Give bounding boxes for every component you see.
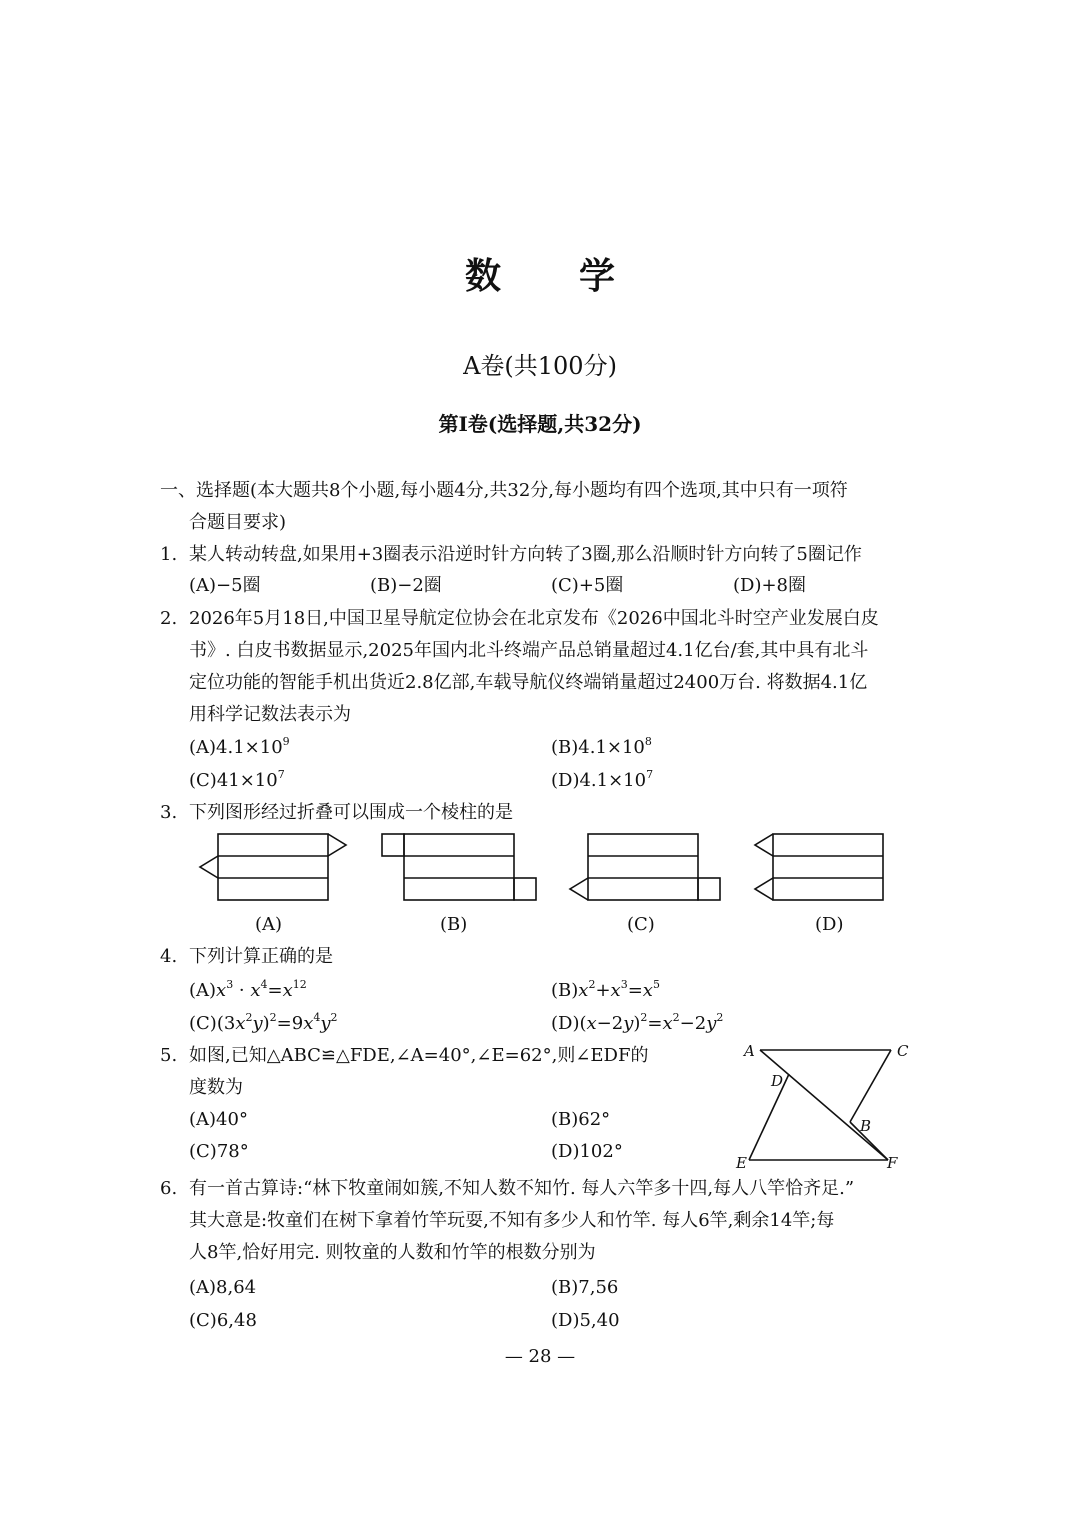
point-label-d: D xyxy=(771,1072,784,1090)
point-label-e: E xyxy=(736,1154,747,1172)
q3-number: 3. xyxy=(160,802,178,823)
q5-option-d: (D)102° xyxy=(551,1141,623,1162)
q1-option-c: (C)+5圈 xyxy=(551,575,624,596)
q3-stem: 下列图形经过折叠可以围成一个棱柱的是 xyxy=(189,802,513,823)
q2-option-a: $(A)4.1\times 10^9$ xyxy=(189,735,290,758)
q2-stem-line: 书》. 白皮书数据显示,2025年国内北斗终端产品总销量超过4.1亿台/套,其中具有北斗 xyxy=(189,640,869,661)
paper-a-heading: A卷(共100分) xyxy=(463,352,617,380)
q5-triangle-figure xyxy=(738,1036,918,1176)
q3-net-a-figure xyxy=(190,828,360,908)
q6-option-c: (C)6,48 xyxy=(189,1310,257,1331)
q5-number: 5. xyxy=(160,1045,178,1066)
section-instructions: 一、选择题(本大题共8个小题,每小题4分,共32分,每小题均有四个选项,其中只有一项符 xyxy=(160,480,848,501)
q6-stem-line: 其大意是:牧童们在树下拿着竹竿玩耍,不知有多少人和竹竿. 每人6竿,剩余14竿;每 xyxy=(189,1210,835,1231)
q3-label-c: (C) xyxy=(627,914,655,935)
section-instructions-cont: 合题目要求) xyxy=(189,512,287,533)
q3-label-b: (B) xyxy=(440,914,468,935)
q6-option-a: (A)8,64 xyxy=(189,1277,257,1298)
q5-option-a: (A)40° xyxy=(189,1109,248,1130)
q4-number: 4. xyxy=(160,946,178,967)
q1-number: 1. xyxy=(160,544,178,565)
q6-option-d: (D)5,40 xyxy=(551,1310,620,1331)
q6-number: 6. xyxy=(160,1178,178,1199)
q4-option-d: $(D)(x-2y)^2=x^2-2y^2$ xyxy=(551,1011,724,1034)
q2-stem-line: 用科学记数法表示为 xyxy=(189,704,351,725)
q2-number: 2. xyxy=(160,608,178,629)
q3-net-b-figure xyxy=(376,828,546,908)
q3-net-d-figure xyxy=(745,828,915,908)
q3-label-a: (A) xyxy=(255,914,283,935)
q4-option-c: $(C)(3x^2y)^2=9x^4y^2$ xyxy=(189,1011,338,1034)
q6-stem-line: 有一首古算诗:“林下牧童闹如簇,不知人数不知竹. 每人六竿多十四,每人八竿恰齐足.” xyxy=(189,1178,855,1199)
q2-stem-line: 定位功能的智能手机出货近2.8亿部,车载导航仪终端销量超过2400万台. 将数据4.1亿 xyxy=(189,672,868,693)
q6-stem-line: 人8竿,恰好用完. 则牧童的人数和竹竿的根数分别为 xyxy=(189,1242,596,1263)
q1-stem: 某人转动转盘,如果用+3圈表示沿逆时针方向转了3圈,那么沿顺时针方向转了5圈记作 xyxy=(189,544,862,565)
q3-net-c-figure xyxy=(560,828,730,908)
q4-stem: 下列计算正确的是 xyxy=(189,946,333,967)
q2-option-b: $(B)4.1\times 10^8$ xyxy=(551,735,652,758)
q2-option-c: $(C)41\times 10^7$ xyxy=(189,768,285,791)
q5-stem: 如图,已知△ABC≌△FDE,∠A=40°,∠E=62°,则∠EDF的 xyxy=(189,1045,649,1066)
page-number: — 28 — xyxy=(504,1346,576,1367)
q3-label-d: (D) xyxy=(815,914,844,935)
q2-stem-line: 2026年5月18日,中国卫星导航定位协会在北京发布《2026中国北斗时空产业发展白皮 xyxy=(189,608,879,629)
page-title: 数学 xyxy=(464,255,693,297)
q1-option-d: (D)+8圈 xyxy=(733,575,807,596)
point-label-b: B xyxy=(860,1117,872,1135)
point-label-c: C xyxy=(897,1042,909,1060)
q5-stem-cont: 度数为 xyxy=(189,1077,243,1098)
q4-option-a: $(A)x^3 \cdot x^4=x^{12}$ xyxy=(189,978,307,1001)
part1-heading: 第Ⅰ卷(选择题,共32分) xyxy=(438,412,642,436)
q1-option-a: (A)−5圈 xyxy=(189,575,261,596)
point-label-a: A xyxy=(744,1042,755,1060)
q1-option-b: (B)−2圈 xyxy=(370,575,442,596)
q6-option-b: (B)7,56 xyxy=(551,1277,619,1298)
q5-option-c: (C)78° xyxy=(189,1141,249,1162)
point-label-f: F xyxy=(887,1154,898,1172)
q2-option-d: $(D)4.1\times 10^7$ xyxy=(551,768,654,791)
q5-option-b: (B)62° xyxy=(551,1109,611,1130)
q4-option-b: $(B)x^2+x^3=x^5$ xyxy=(551,978,660,1001)
